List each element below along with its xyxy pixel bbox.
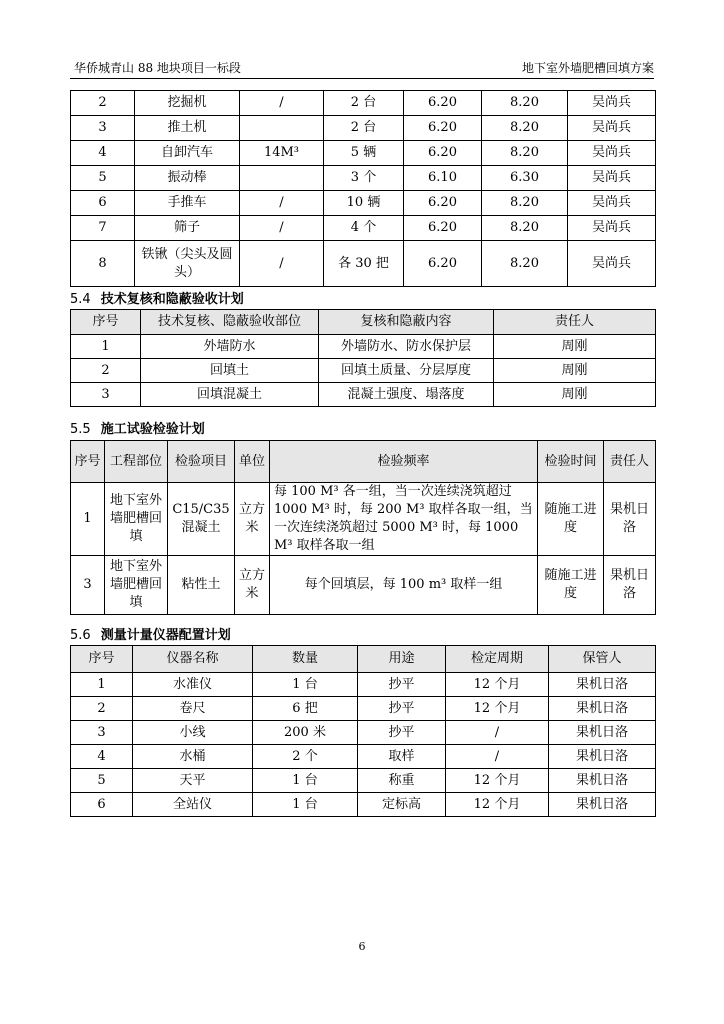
table-cell: 6 <box>71 191 135 216</box>
table-row <box>71 91 656 116</box>
page-header <box>70 56 654 79</box>
table-cell: 水准仪 <box>133 673 253 697</box>
test-inspection-table <box>70 440 656 615</box>
table-cell: 2 <box>71 697 133 721</box>
table-cell: 6 把 <box>253 697 358 721</box>
col-header: 用途 <box>358 646 446 673</box>
table-cell: / <box>240 241 324 287</box>
table-row <box>71 116 656 141</box>
table-cell: 2 个 <box>253 745 358 769</box>
table-cell: 12 个月 <box>446 793 549 817</box>
table-row <box>71 191 656 216</box>
table-cell: 水桶 <box>133 745 253 769</box>
table-cell: 2 <box>71 91 135 116</box>
table-cell: 全站仪 <box>133 793 253 817</box>
table-cell: 吴尚兵 <box>568 116 656 141</box>
table-cell: 抄平 <box>358 721 446 745</box>
table-cell: 抄平 <box>358 697 446 721</box>
table-cell: 14M³ <box>240 141 324 166</box>
col-header: 序号 <box>71 646 133 673</box>
table-cell: 定标高 <box>358 793 446 817</box>
table-cell: 自卸汽车 <box>135 141 240 166</box>
instrument-table <box>70 645 656 817</box>
table-cell: 挖掘机 <box>135 91 240 116</box>
table-cell: 6.20 <box>404 116 482 141</box>
table-cell: 5 <box>71 769 133 793</box>
table-cell: 卷尺 <box>133 697 253 721</box>
section-5-4-heading: 5.4 技术复核和隐蔽验收计划 <box>70 292 244 307</box>
table-cell: 回填土质量、分层厚度 <box>319 359 494 383</box>
table-row <box>71 359 656 383</box>
table-cell <box>240 166 324 191</box>
table-cell: 果机日洛 <box>549 697 656 721</box>
table-row <box>71 769 656 793</box>
table-cell: 回填混凝土 <box>141 383 319 407</box>
table-cell: 5 辆 <box>324 141 404 166</box>
table-cell: 称重 <box>358 769 446 793</box>
col-header: 检验时间 <box>538 441 604 483</box>
table-cell: 8 <box>71 241 135 287</box>
table-row <box>71 335 656 359</box>
table-cell: 果机日洛 <box>549 793 656 817</box>
table-cell: 果机日洛 <box>549 769 656 793</box>
table-row <box>71 241 656 287</box>
col-header: 序号 <box>71 310 141 335</box>
table-row <box>71 383 656 407</box>
table-cell: 4 <box>71 745 133 769</box>
table-cell: 1 <box>71 335 141 359</box>
col-header: 检验项目 <box>168 441 235 483</box>
table-cell: 1 台 <box>253 793 358 817</box>
col-header: 检定周期 <box>446 646 549 673</box>
review-acceptance-table <box>70 309 656 407</box>
col-header: 复核和隐蔽内容 <box>319 310 494 335</box>
col-header: 序号 <box>71 441 105 483</box>
table-cell: 6.10 <box>404 166 482 191</box>
table-row <box>71 141 656 166</box>
table-cell: 3 个 <box>324 166 404 191</box>
table-row <box>71 697 656 721</box>
table-cell: 抄平 <box>358 673 446 697</box>
table-cell: 1 <box>71 673 133 697</box>
table-cell: 7 <box>71 216 135 241</box>
table-cell: 吴尚兵 <box>568 91 656 116</box>
table-cell: 振动棒 <box>135 166 240 191</box>
table-row <box>71 793 656 817</box>
header-project: 华侨城青山 88 地块项目一标段 <box>74 61 241 75</box>
table-cell: 200 米 <box>253 721 358 745</box>
table-cell: 12 个月 <box>446 769 549 793</box>
table-cell: 6 <box>71 793 133 817</box>
col-header: 责任人 <box>604 441 656 483</box>
table-row: 1 地下室外墙肥槽回填 C15/C35 混凝土 立方米 每 100 M³ 各一组，当一次连续浇筑超过 1000 M³ 时，每 200 M³ 取样各取一组，当一次连续浇筑超过 5000 M³ 时，每 1000 M³ 取样各取一组 随施工进度 果机日洛 <box>71 483 656 556</box>
table-row: 3 地下室外墙肥槽回填 粘性土 立方米 每个回填层，每 100 m³ 取样一组 随施工进度 果机日洛 <box>71 556 656 615</box>
table-cell: / <box>446 745 549 769</box>
table-row <box>71 216 656 241</box>
table-cell: 8.20 <box>482 91 568 116</box>
table-cell: 6.30 <box>482 166 568 191</box>
col-header: 工程部位 <box>105 441 168 483</box>
table-cell: 周刚 <box>494 359 656 383</box>
table-cell: 8.20 <box>482 216 568 241</box>
table-cell: 5 <box>71 166 135 191</box>
section-5-5-heading: 5.5 施工试验检验计划 <box>70 422 205 437</box>
table-cell: 6.20 <box>404 91 482 116</box>
table-cell: 6.20 <box>404 191 482 216</box>
col-header: 保管人 <box>549 646 656 673</box>
table-cell: 筛子 <box>135 216 240 241</box>
table-cell: 10 辆 <box>324 191 404 216</box>
table-cell: 外墙防水、防水保护层 <box>319 335 494 359</box>
table-cell: 2 <box>71 359 141 383</box>
col-header: 数量 <box>253 646 358 673</box>
table-cell: 果机日洛 <box>549 673 656 697</box>
table-cell: 果机日洛 <box>549 721 656 745</box>
table-cell: 1 台 <box>253 673 358 697</box>
section-5-6-heading: 5.6 测量计量仪器配置计划 <box>70 628 231 643</box>
col-header: 技术复核、隐蔽验收部位 <box>141 310 319 335</box>
table-cell: 周刚 <box>494 335 656 359</box>
table-row <box>71 721 656 745</box>
table-cell: 2 台 <box>324 91 404 116</box>
table-cell: 果机日洛 <box>549 745 656 769</box>
table-cell: 吴尚兵 <box>568 191 656 216</box>
table-cell: 8.20 <box>482 116 568 141</box>
table-cell: 4 个 <box>324 216 404 241</box>
table-cell: 3 <box>71 383 141 407</box>
table-cell: 8.20 <box>482 141 568 166</box>
table-cell: 8.20 <box>482 191 568 216</box>
table-cell: 各 30 把 <box>324 241 404 287</box>
table-cell: 3 <box>71 116 135 141</box>
table-cell: / <box>240 191 324 216</box>
table-cell: 4 <box>71 141 135 166</box>
table-cell: 6.20 <box>404 141 482 166</box>
table-cell: 小线 <box>133 721 253 745</box>
table-cell: 吴尚兵 <box>568 141 656 166</box>
table-cell: 推土机 <box>135 116 240 141</box>
table-cell: 12 个月 <box>446 697 549 721</box>
table-cell: 1 台 <box>253 769 358 793</box>
table-cell: / <box>240 91 324 116</box>
table-cell: 铁锹（尖头及圆头） <box>135 241 240 287</box>
table-cell: 混凝土强度、塌落度 <box>319 383 494 407</box>
table-cell: 12 个月 <box>446 673 549 697</box>
col-header: 检验频率 <box>270 441 538 483</box>
table-cell: 6.20 <box>404 216 482 241</box>
table-cell: 天平 <box>133 769 253 793</box>
table-cell: 外墙防水 <box>141 335 319 359</box>
col-header: 责任人 <box>494 310 656 335</box>
table-cell: / <box>240 216 324 241</box>
table-cell: 周刚 <box>494 383 656 407</box>
page-number: 6 <box>358 940 366 953</box>
table-cell: 回填土 <box>141 359 319 383</box>
table-cell: 8.20 <box>482 241 568 287</box>
table-row <box>71 673 656 697</box>
table-cell: 6.20 <box>404 241 482 287</box>
table-cell <box>240 116 324 141</box>
table-cell: 手推车 <box>135 191 240 216</box>
col-header: 仪器名称 <box>133 646 253 673</box>
table-cell: 吴尚兵 <box>568 241 656 287</box>
table-row <box>71 166 656 191</box>
table-cell: / <box>446 721 549 745</box>
table-cell: 2 台 <box>324 116 404 141</box>
header-doc-title: 地下室外墙肥槽回填方案 <box>521 61 654 75</box>
col-header: 单位 <box>235 441 270 483</box>
table-row <box>71 745 656 769</box>
table-cell: 吴尚兵 <box>568 166 656 191</box>
table-cell: 取样 <box>358 745 446 769</box>
table-cell: 3 <box>71 721 133 745</box>
table-cell: 吴尚兵 <box>568 216 656 241</box>
equipment-table <box>70 90 656 287</box>
